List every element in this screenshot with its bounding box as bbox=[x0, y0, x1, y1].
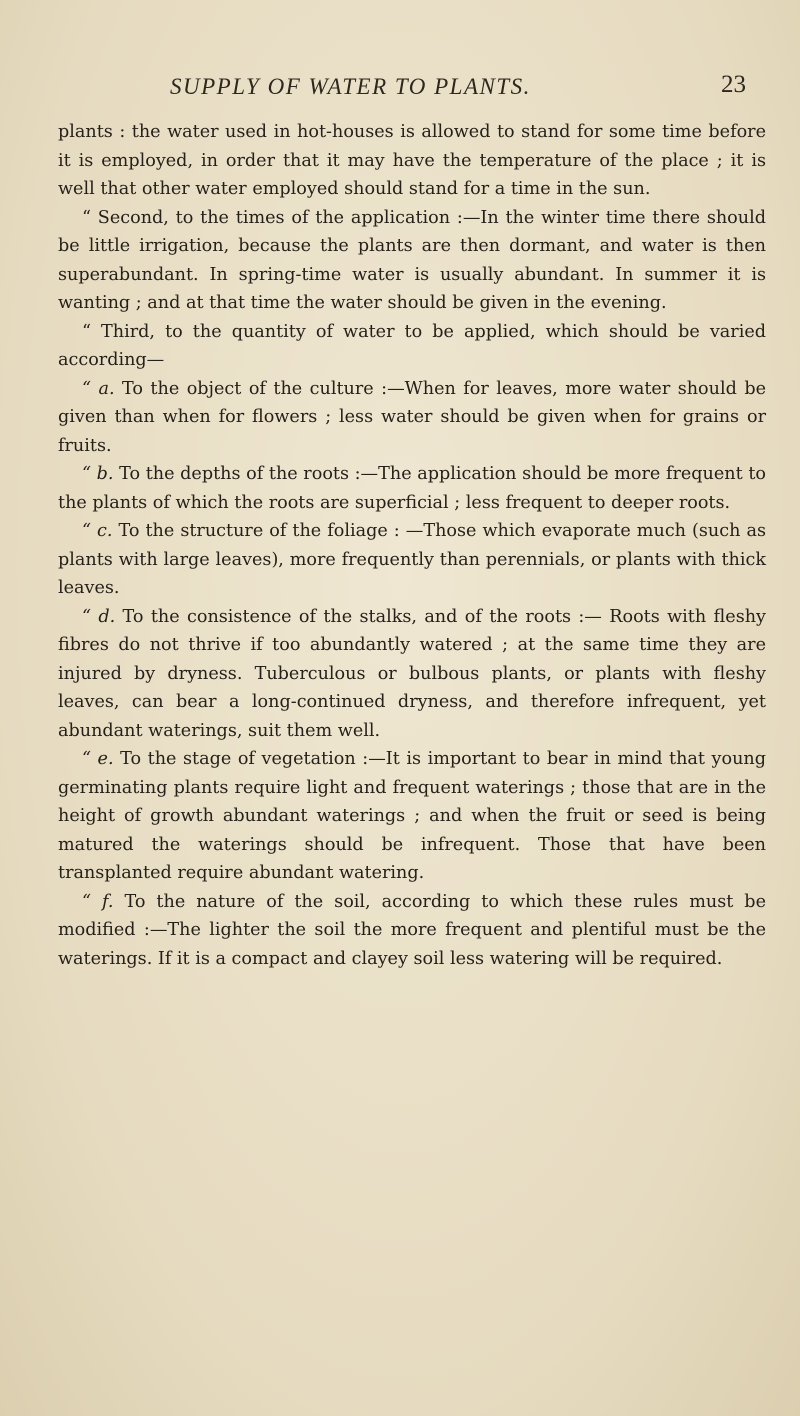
paragraph-text: To the nature of the soil, according to which these rules must be modified :—The lighter the soil the more frequent and plentiful must be the waterings. If it is a compact and clayey soil less watering will be required. bbox=[58, 891, 766, 969]
paragraph-continuation bbox=[58, 118, 766, 204]
paragraph-text: “ Third, to the quantity of water to be applied, which should be varied according— bbox=[58, 321, 766, 370]
rule-label: “ a. bbox=[82, 378, 115, 399]
paragraph-third-quantity bbox=[58, 318, 766, 375]
rule-label: “ d. bbox=[82, 606, 116, 627]
running-head: SUPPLY OF WATER TO PLANTS. bbox=[170, 74, 531, 99]
page-number: 23 bbox=[721, 71, 746, 98]
paragraph-rule-a bbox=[58, 375, 766, 461]
paragraph-rule-b bbox=[58, 460, 766, 517]
paragraph-rule-d bbox=[58, 603, 766, 746]
paragraph-text: To the consistence of the stalks, and of the roots :— Roots with fleshy fibres do not thrive if too abundantly watered ; at the same time they are injured by dryness. Tuberculous or bulbous plants, or plants with fleshy leaves, can bear a long-continued dryness, and therefore infrequent, yet abundant waterings, suit them well. bbox=[58, 606, 766, 741]
rule-label: “ b. bbox=[82, 464, 114, 484]
paragraph-text: plants : the water used in hot-houses is allowed to stand for some time before it is employed, in order that it may have the temperature of the place ; it is well that other water employed should stand for a time in the sun. bbox=[58, 122, 766, 199]
rule-label: “ c. bbox=[82, 521, 113, 541]
paragraph-second-times bbox=[58, 204, 766, 318]
rule-label: “ e. bbox=[82, 749, 114, 769]
body-text bbox=[58, 118, 766, 973]
paragraph-text: To the structure of the foliage : —Those which evaporate much (such as plants with large leaves), more frequently than perennials, or plants with thick leaves. bbox=[58, 521, 766, 598]
paragraph-rule-f bbox=[58, 888, 766, 974]
paragraph-text: To the stage of vegetation :—It is important to bear in mind that young germinating plants require light and frequent waterings ; those that are in the height of growth abundant waterings ; and when the fruit or seed is being matured the waterings should be infrequent. Those that have been transplanted require abundant watering. bbox=[58, 749, 767, 883]
paragraph-text: “ Second, to the times of the application :—In the winter time there should be little irrigation, because the plants are then dormant, and water is then superabundant. In spring-time water is usually abundant. In summer it is wanting ; and at that time the water should be given in the evening. bbox=[58, 207, 766, 313]
rule-label: “ f. bbox=[82, 891, 114, 912]
paragraph-rule-c bbox=[58, 517, 766, 603]
paragraph-rule-e bbox=[58, 745, 766, 888]
paragraph-text: To the object of the culture :—When for leaves, more water should be given than when for flowers ; less water should be given when for grains or fruits. bbox=[58, 378, 767, 456]
paragraph-text: To the depths of the roots :—The application should be more frequent to the plants of which the roots are superficial ; less frequent to deeper roots. bbox=[58, 464, 766, 513]
